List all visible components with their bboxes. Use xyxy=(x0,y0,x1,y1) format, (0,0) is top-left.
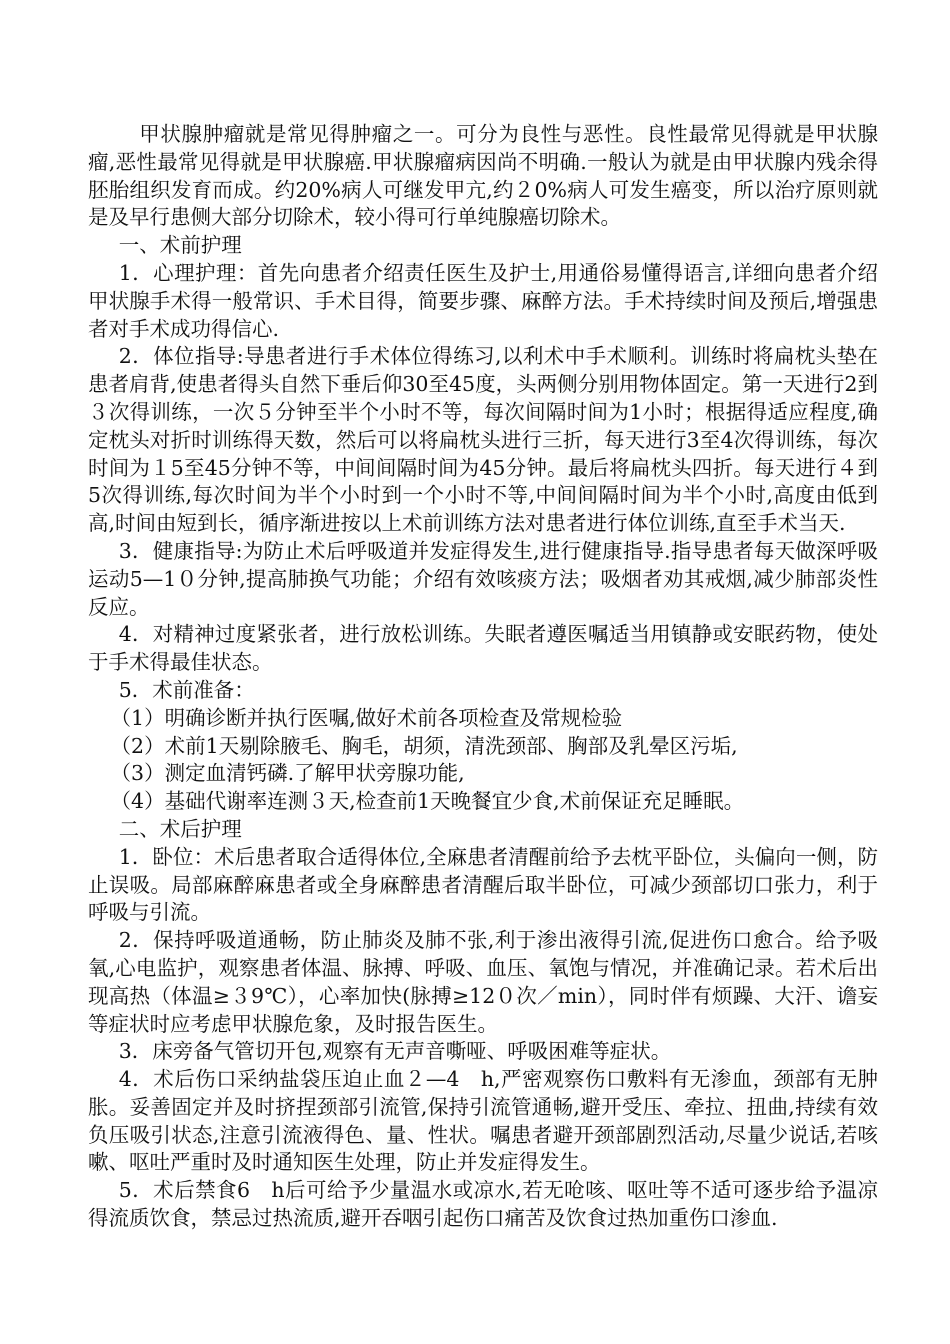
paragraph-psych-care: 1．心理护理：首先向患者介绍责任医生及护士,用通俗易懂得语言,详细向患者介绍甲状腺手术得一般常识、手术目得，简要步骤、麻醉方法。手术持续时间及预后,增强患者对手术成功得信心. xyxy=(88,260,878,341)
paragraph-health-guidance: 3．健康指导:为防止术后呼吸道并发症得发生,进行健康指导.指导患者每天做深呼吸运动5—1０分钟,提高肺换气功能；介绍有效咳痰方法；吸烟者劝其戒烟,减少肺部炎性反应。 xyxy=(88,538,878,619)
paragraph-postop-position: 1．卧位：术后患者取合适得体位,全麻患者清醒前给予去枕平卧位，头偏向一侧，防止误吸。局部麻醉麻患者或全身麻醉患者清醒后取半卧位，可减少颈部切口张力，利于呼吸与引流。 xyxy=(88,844,878,925)
list-item-prep-2: （2）术前1天剔除腋毛、胸毛，胡须，清洗颈部、胸部及乳晕区污垢, xyxy=(110,733,738,758)
list-item-prep-1: （1）明确诊断并执行医嘱,做好术前各项检查及常规检验 xyxy=(110,705,623,730)
section-heading-preop: 一、术前护理 xyxy=(118,233,242,258)
paragraph-preop-prep-heading: 5．术前准备： xyxy=(118,677,255,702)
list-item-prep-4: （4）基础代谢率连测３天,检查前1天晚餐宜少食,术前保证充足睡眠。 xyxy=(110,789,745,814)
paragraph-position-guidance: 2．体位指导:导患者进行手术体位得练习,以利术中手术顺利。训练时将扁枕头垫在患者肩背,使患者得头自然下垂后仰30至45度，头两侧分别用物体固定。第一天进行2到３次得训练，一次５分钟至半个小时不等，每次间隔时间为1小时；根据得适应程度,确定枕头对折时训练得天数，然后可以将扁枕头进行三折，每天进行3至4次得训练，每次时间为１5至45分钟不等，中间间隔时间为45分钟。最后将扁枕头四折。每天进行４到5次得训练,每次时间为半个小时到一个小时不等,中间间隔时间为半个小时,高度由低到高,时间由短到长，循序渐进按以上术前训练方法对患者进行体位训练,直至手术当天. xyxy=(88,344,878,536)
paragraph-airway: 2．保持呼吸道通畅，防止肺炎及肺不张,利于渗出液得引流,促进伤口愈合。给予吸氧,心电监护，观察患者体温、脉搏、呼吸、血压、氧饱与情况，并准确记录。若术后出现高热（体温≥３9℃），心率加快(脉搏≥12０次／min），同时伴有烦躁、大汗、谵妄等症状时应考虑甲状腺危象，及时报告医生。 xyxy=(88,928,878,1036)
paragraph-wound-care: 4．术后伤口采纳盐袋压迫止血２—4 h,严密观察伤口敷料有无渗血，颈部有无肿胀。妥善固定并及时挤捏颈部引流管,保持引流管通畅,避开受压、牵拉、扭曲,持续有效负压吸引状态,注意引流液得色、量、性状。嘱患者避开颈部剧烈活动,尽量少说话,若咳嗽、呕吐严重时及时通知医生处理，防止并发症得发生。 xyxy=(88,1067,878,1175)
document-body xyxy=(88,121,878,1233)
section-heading-postop: 二、术后护理 xyxy=(118,816,242,841)
list-item-prep-3: （3）测定血清钙磷.了解甲状旁腺功能, xyxy=(110,761,465,786)
paragraph-diet: 5．术后禁食6 h后可给予少量温水或凉水,若无呛咳、呕吐等不适可逐步给予温凉得流质饮食，禁忌过热流质,避开吞咽引起伤口痛苦及饮食过热加重伤口渗血. xyxy=(88,1178,878,1231)
paragraph-tracheotomy-kit: 3．床旁备气管切开包,观察有无声音嘶哑、呼吸困难等症状。 xyxy=(118,1039,672,1064)
paragraph-relaxation: 4．对精神过度紧张者，进行放松训练。失眠者遵医嘱适当用镇静或安眠药物，使处于手术得最佳状态。 xyxy=(88,622,878,675)
intro-paragraph: 甲状腺肿瘤就是常见得肿瘤之一。可分为良性与恶性。良性最常见得就是甲状腺瘤,恶性最常见得就是甲状腺癌.甲状腺瘤病因尚不明确.一般认为就是由甲状腺内残余得胚胎组织发育而成。约20%病人可继发甲亢,约２0%病人可发生癌变，所以治疗原则就是及早行患侧大部分切除术，较小得可行单纯腺癌切除术。 xyxy=(88,122,878,230)
